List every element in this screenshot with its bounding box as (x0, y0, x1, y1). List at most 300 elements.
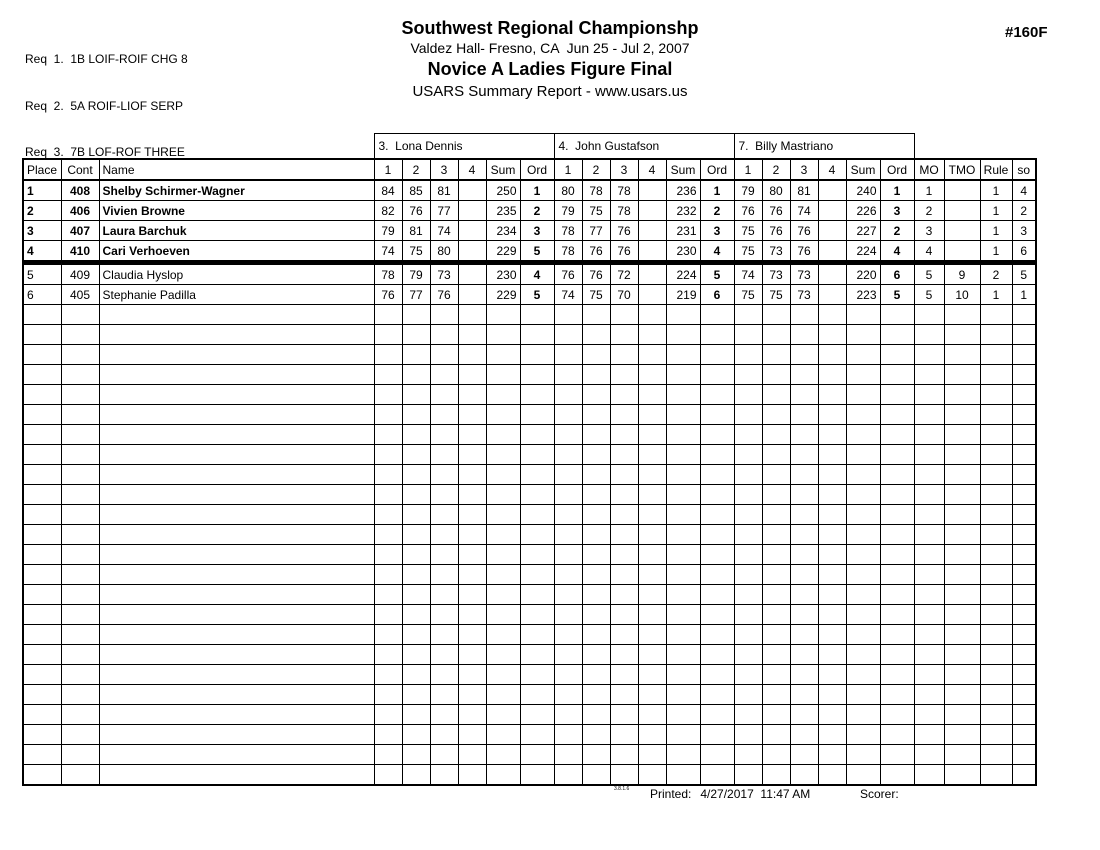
score-cell: 77 (402, 285, 430, 305)
empty-cell (458, 605, 486, 625)
empty-cell (486, 645, 520, 665)
empty-cell (980, 465, 1012, 485)
empty-cell (762, 505, 790, 525)
empty-cell (818, 745, 846, 765)
score-cell (818, 241, 846, 263)
empty-cell (458, 485, 486, 505)
empty-cell (944, 625, 980, 645)
empty-cell (846, 605, 880, 625)
empty-cell (374, 305, 402, 325)
empty-cell (880, 465, 914, 485)
ord-cell: 2 (880, 221, 914, 241)
judge-header-row (23, 134, 1036, 160)
empty-cell (914, 365, 944, 385)
printed-label: Printed: (650, 787, 692, 801)
empty-cell (520, 465, 554, 485)
empty-cell (700, 725, 734, 745)
empty-cell (818, 485, 846, 505)
empty-cell (582, 365, 610, 385)
empty-cell (818, 565, 846, 585)
empty-cell (610, 345, 638, 365)
empty-cell (23, 465, 61, 485)
col-header-score-4: 4 (818, 159, 846, 180)
empty-cell (61, 665, 99, 685)
empty-cell (582, 425, 610, 445)
empty-cell (790, 585, 818, 605)
empty-cell (99, 725, 374, 745)
score-cell: 78 (374, 263, 402, 285)
empty-cell (430, 445, 458, 465)
ord-cell: 4 (700, 241, 734, 263)
empty-cell (430, 545, 458, 565)
empty-cell (880, 665, 914, 685)
empty-cell (914, 305, 944, 325)
empty-cell (880, 685, 914, 705)
empty-cell (980, 605, 1012, 625)
empty-cell (818, 605, 846, 625)
empty-cell (818, 385, 846, 405)
sum-cell: 219 (666, 285, 700, 305)
empty-cell (610, 645, 638, 665)
column-header-row (23, 159, 1036, 180)
empty-cell (23, 625, 61, 645)
empty-cell (458, 665, 486, 685)
empty-cell (61, 705, 99, 725)
col-header-score-4: 4 (638, 159, 666, 180)
empty-cell (61, 505, 99, 525)
empty-cell (23, 545, 61, 565)
empty-cell (554, 605, 582, 625)
empty-cell (790, 465, 818, 485)
name-cell: Cari Verhoeven (99, 241, 374, 263)
empty-cell (762, 405, 790, 425)
score-cell: 76 (582, 263, 610, 285)
empty-cell (734, 725, 762, 745)
empty-cell (700, 545, 734, 565)
empty-cell (520, 725, 554, 745)
empty-cell (818, 625, 846, 645)
empty-cell (790, 605, 818, 625)
empty-cell (374, 525, 402, 545)
empty-cell (734, 665, 762, 685)
empty-cell (374, 725, 402, 745)
empty-cell (734, 525, 762, 545)
empty-cell (944, 305, 980, 325)
empty-cell (846, 705, 880, 725)
judge-name: 4. John Gustafson (554, 134, 734, 160)
empty-cell (430, 425, 458, 445)
empty-cell (99, 565, 374, 585)
score-cell: 74 (554, 285, 582, 305)
empty-cell (520, 625, 554, 645)
requirement-line-2: Req 2. 5A ROIF-LIOF SERP (25, 98, 184, 113)
empty-cell (846, 485, 880, 505)
empty-cell (762, 625, 790, 645)
col-header-score-2: 2 (402, 159, 430, 180)
tmo-cell (944, 221, 980, 241)
empty-cell (1012, 605, 1036, 625)
empty-cell (914, 345, 944, 365)
name-cell: Stephanie Padilla (99, 285, 374, 305)
mo-cell: 5 (914, 285, 944, 305)
score-cell: 75 (734, 241, 762, 263)
cont-cell: 408 (61, 180, 99, 201)
empty-cell (762, 425, 790, 445)
empty-cell (402, 425, 430, 445)
result-row (23, 201, 1036, 221)
name-cell: Laura Barchuk (99, 221, 374, 241)
mo-cell: 3 (914, 221, 944, 241)
empty-cell (944, 425, 980, 445)
empty-cell (790, 665, 818, 685)
empty-cell (99, 405, 374, 425)
empty-cell (914, 745, 944, 765)
empty-cell (638, 645, 666, 665)
results-table (22, 133, 1037, 786)
so-cell: 3 (1012, 221, 1036, 241)
score-cell (818, 263, 846, 285)
empty-row (23, 705, 1036, 725)
empty-cell (430, 365, 458, 385)
empty-cell (610, 385, 638, 405)
score-cell: 73 (762, 263, 790, 285)
empty-cell (374, 485, 402, 505)
empty-cell (610, 305, 638, 325)
empty-cell (944, 485, 980, 505)
empty-cell (99, 365, 374, 385)
empty-cell (99, 345, 374, 365)
empty-cell (61, 765, 99, 786)
empty-cell (610, 565, 638, 585)
empty-cell (374, 705, 402, 725)
empty-row (23, 485, 1036, 505)
empty-cell (700, 645, 734, 665)
empty-cell (944, 385, 980, 405)
empty-cell (430, 465, 458, 485)
sum-cell: 231 (666, 221, 700, 241)
empty-row (23, 305, 1036, 325)
empty-cell (402, 625, 430, 645)
empty-cell (790, 325, 818, 345)
empty-cell (610, 625, 638, 645)
score-cell (458, 221, 486, 241)
empty-cell (430, 605, 458, 625)
empty-cell (818, 345, 846, 365)
empty-cell (790, 645, 818, 665)
ord-cell: 4 (880, 241, 914, 263)
empty-cell (520, 565, 554, 585)
empty-cell (790, 565, 818, 585)
empty-cell (23, 585, 61, 605)
tmo-cell (944, 201, 980, 221)
empty-cell (554, 425, 582, 445)
empty-row (23, 465, 1036, 485)
empty-cell (762, 305, 790, 325)
empty-cell (486, 425, 520, 445)
sum-cell: 236 (666, 180, 700, 201)
empty-cell (520, 305, 554, 325)
cont-cell: 406 (61, 201, 99, 221)
score-cell: 76 (554, 263, 582, 285)
empty-row (23, 665, 1036, 685)
empty-cell (666, 445, 700, 465)
place-cell: 3 (23, 221, 61, 241)
empty-cell (638, 745, 666, 765)
empty-cell (980, 485, 1012, 505)
empty-cell (582, 325, 610, 345)
empty-row (23, 765, 1036, 786)
empty-cell (582, 725, 610, 745)
empty-cell (520, 665, 554, 685)
empty-cell (402, 765, 430, 786)
empty-row (23, 605, 1036, 625)
empty-cell (99, 665, 374, 685)
empty-cell (486, 385, 520, 405)
empty-cell (610, 545, 638, 565)
empty-cell (99, 325, 374, 345)
empty-cell (666, 745, 700, 765)
score-cell: 76 (790, 221, 818, 241)
empty-cell (734, 625, 762, 645)
empty-cell (402, 385, 430, 405)
empty-cell (666, 725, 700, 745)
col-header-sum: Sum (846, 159, 880, 180)
empty-cell (980, 365, 1012, 385)
empty-cell (700, 605, 734, 625)
empty-cell (734, 645, 762, 665)
empty-cell (402, 605, 430, 625)
event-title: Novice A Ladies Figure Final (427, 59, 673, 79)
score-cell: 81 (402, 221, 430, 241)
empty-cell (458, 405, 486, 425)
empty-cell (638, 325, 666, 345)
place-cell: 5 (23, 263, 61, 285)
empty-cell (1012, 445, 1036, 465)
empty-cell (374, 605, 402, 625)
empty-cell (430, 405, 458, 425)
empty-cell (762, 725, 790, 745)
empty-cell (638, 365, 666, 385)
sum-cell: 226 (846, 201, 880, 221)
report-footer (22, 785, 1035, 805)
ord-cell: 1 (520, 180, 554, 201)
empty-cell (818, 545, 846, 565)
empty-cell (980, 305, 1012, 325)
empty-cell (734, 305, 762, 325)
empty-cell (666, 565, 700, 585)
empty-cell (554, 445, 582, 465)
empty-row (23, 725, 1036, 745)
empty-cell (520, 425, 554, 445)
empty-cell (734, 605, 762, 625)
empty-cell (638, 725, 666, 745)
score-cell (638, 241, 666, 263)
empty-cell (666, 425, 700, 445)
empty-cell (520, 405, 554, 425)
cont-cell: 410 (61, 241, 99, 263)
empty-cell (402, 405, 430, 425)
empty-cell (880, 305, 914, 325)
empty-cell (430, 565, 458, 585)
empty-cell (880, 605, 914, 625)
empty-cell (520, 745, 554, 765)
col-header-score-2: 2 (762, 159, 790, 180)
empty-cell (61, 485, 99, 505)
score-cell: 75 (582, 201, 610, 221)
empty-cell (520, 365, 554, 385)
empty-cell (914, 445, 944, 465)
empty-cell (1012, 665, 1036, 685)
empty-row (23, 365, 1036, 385)
empty-cell (99, 705, 374, 725)
empty-cell (846, 365, 880, 385)
empty-cell (980, 645, 1012, 665)
empty-cell (402, 445, 430, 465)
result-row (23, 221, 1036, 241)
empty-cell (638, 505, 666, 525)
score-cell (458, 241, 486, 263)
empty-cell (818, 445, 846, 465)
empty-cell (554, 625, 582, 645)
empty-cell (790, 385, 818, 405)
empty-cell (430, 305, 458, 325)
empty-cell (700, 465, 734, 485)
empty-cell (944, 405, 980, 425)
empty-cell (638, 485, 666, 505)
empty-cell (980, 625, 1012, 645)
score-cell: 80 (762, 180, 790, 201)
col-header-score-3: 3 (790, 159, 818, 180)
score-cell: 79 (734, 180, 762, 201)
empty-cell (430, 625, 458, 645)
empty-cell (486, 505, 520, 525)
empty-cell (374, 365, 402, 385)
empty-cell (554, 545, 582, 565)
empty-cell (762, 345, 790, 365)
empty-cell (914, 505, 944, 525)
empty-cell (520, 765, 554, 786)
empty-cell (700, 585, 734, 605)
empty-cell (486, 445, 520, 465)
empty-cell (486, 705, 520, 725)
empty-cell (486, 685, 520, 705)
empty-cell (430, 325, 458, 345)
empty-cell (944, 665, 980, 685)
empty-cell (520, 445, 554, 465)
sum-cell: 224 (846, 241, 880, 263)
col-header-cont: Cont (61, 159, 99, 180)
empty-cell (700, 685, 734, 705)
empty-cell (880, 405, 914, 425)
judge-header-spacer-left (23, 134, 374, 160)
empty-cell (880, 765, 914, 786)
col-header-so: so (1012, 159, 1036, 180)
empty-cell (880, 365, 914, 385)
empty-row (23, 745, 1036, 765)
empty-cell (1012, 465, 1036, 485)
empty-cell (374, 565, 402, 585)
empty-cell (980, 745, 1012, 765)
empty-cell (610, 365, 638, 385)
empty-cell (458, 525, 486, 545)
empty-cell (914, 765, 944, 786)
empty-cell (638, 385, 666, 405)
score-cell: 85 (402, 180, 430, 201)
empty-cell (818, 665, 846, 685)
empty-cell (61, 525, 99, 545)
empty-cell (520, 505, 554, 525)
empty-cell (1012, 565, 1036, 585)
empty-cell (374, 345, 402, 365)
empty-cell (666, 525, 700, 545)
empty-cell (402, 305, 430, 325)
so-cell: 2 (1012, 201, 1036, 221)
empty-cell (734, 445, 762, 465)
event-number: #160F (1005, 24, 1048, 41)
sum-cell: 229 (486, 285, 520, 305)
empty-cell (61, 405, 99, 425)
empty-cell (762, 485, 790, 505)
empty-cell (1012, 425, 1036, 445)
empty-cell (61, 445, 99, 465)
ord-cell: 1 (880, 180, 914, 201)
empty-cell (374, 645, 402, 665)
score-cell: 78 (610, 180, 638, 201)
empty-cell (554, 585, 582, 605)
score-cell (638, 221, 666, 241)
empty-cell (23, 325, 61, 345)
empty-cell (638, 565, 666, 585)
empty-cell (99, 425, 374, 445)
empty-cell (458, 705, 486, 725)
empty-cell (980, 405, 1012, 425)
empty-cell (23, 645, 61, 665)
empty-row (23, 565, 1036, 585)
empty-cell (638, 545, 666, 565)
empty-cell (458, 305, 486, 325)
empty-cell (486, 725, 520, 745)
empty-cell (700, 345, 734, 365)
empty-cell (99, 525, 374, 545)
empty-cell (430, 645, 458, 665)
empty-cell (374, 405, 402, 425)
empty-cell (374, 745, 402, 765)
so-cell: 5 (1012, 263, 1036, 285)
empty-cell (914, 645, 944, 665)
empty-cell (734, 465, 762, 485)
empty-cell (1012, 405, 1036, 425)
empty-cell (430, 505, 458, 525)
empty-cell (944, 645, 980, 665)
empty-cell (582, 685, 610, 705)
empty-cell (610, 505, 638, 525)
score-cell: 84 (374, 180, 402, 201)
empty-cell (944, 565, 980, 585)
empty-cell (374, 465, 402, 485)
score-cell: 72 (610, 263, 638, 285)
empty-cell (880, 545, 914, 565)
so-cell: 1 (1012, 285, 1036, 305)
empty-cell (914, 565, 944, 585)
empty-cell (430, 665, 458, 685)
empty-cell (520, 685, 554, 705)
empty-cell (666, 705, 700, 725)
empty-cell (610, 465, 638, 485)
empty-cell (880, 385, 914, 405)
empty-cell (520, 385, 554, 405)
empty-cell (61, 345, 99, 365)
empty-cell (666, 605, 700, 625)
